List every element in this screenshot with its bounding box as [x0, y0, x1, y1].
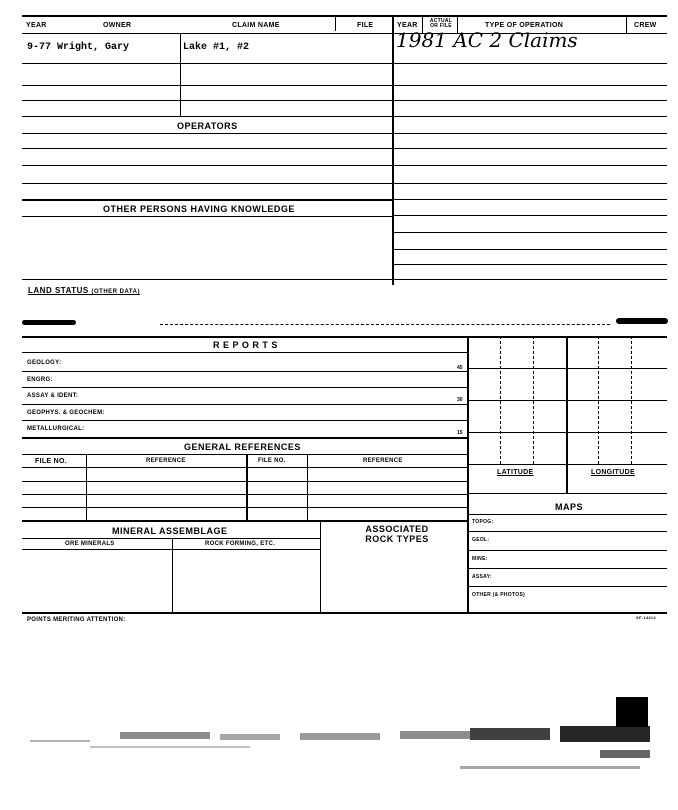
divider: [320, 520, 321, 612]
row-line: [467, 550, 667, 551]
reports-heading: R E P O R T S: [213, 340, 278, 350]
row-line: [22, 549, 320, 550]
row-line: [22, 279, 667, 280]
file-no-header: FILE NO.: [35, 458, 67, 465]
geol-label: GEOL:: [472, 537, 490, 543]
year-header: YEAR: [26, 22, 47, 29]
grid-line: [467, 400, 667, 401]
handwritten-entry: 1981 AC 2 Claims: [396, 28, 578, 52]
row-line: [22, 216, 392, 217]
owner-entry: 9-77 Wright, Gary: [27, 42, 130, 53]
row-line: [22, 165, 667, 166]
grid-line: [467, 493, 667, 494]
right-panel-divider: [467, 336, 469, 612]
row-line: [22, 404, 467, 405]
main-column-divider: [392, 15, 394, 285]
row-line: [22, 387, 467, 388]
geology-label: GEOLOGY:: [27, 360, 62, 366]
owner-claim-divider: [180, 33, 181, 116]
operators-heading: OPERATORS: [177, 121, 238, 131]
row-line: [467, 568, 667, 569]
scan-smudge: [616, 318, 668, 324]
row-line: [22, 63, 667, 64]
row-line: [22, 199, 392, 201]
grid-line: [467, 464, 667, 465]
row-line: [22, 371, 467, 372]
reports-top-border: [22, 336, 667, 338]
general-references-heading: GENERAL REFERENCES: [184, 442, 301, 452]
assay-number: 30: [457, 397, 463, 403]
metallurgical-number: 15: [457, 430, 463, 436]
crew-header: CREW: [634, 22, 657, 29]
row-line: [467, 514, 667, 515]
row-line: [467, 531, 667, 532]
row-line: [22, 183, 667, 184]
file-header: FILE: [357, 22, 374, 29]
scan-noise-band: [0, 690, 678, 780]
owner-header: OWNER: [103, 22, 132, 29]
type-of-operation-header: TYPE OF OPERATION: [485, 22, 564, 29]
row-line: [22, 494, 467, 495]
maps-heading: MAPS: [555, 502, 584, 512]
points-meriting-attention-label: POINTS MERITING ATTENTION:: [27, 617, 126, 623]
row-line: [22, 100, 667, 101]
row-line: [392, 215, 667, 216]
mine-label: MINE:: [472, 556, 488, 562]
row-line: [392, 232, 667, 233]
bottom-border: [22, 612, 667, 614]
claim-name-header: CLAIM NAME: [232, 22, 280, 29]
row-line: [22, 352, 467, 353]
grid-line: [467, 368, 667, 369]
scan-smudge: [22, 320, 76, 325]
other-persons-heading: OTHER PERSONS HAVING KNOWLEDGE: [103, 204, 295, 214]
divider: [172, 538, 173, 612]
form-number: SF-14412: [636, 615, 656, 620]
latitude-label: LATITUDE: [497, 469, 534, 476]
other-photos-label: OTHER (& PHOTOS): [472, 592, 526, 598]
assay-map-label: ASSAY:: [472, 574, 492, 580]
mineral-assemblage-heading: MINERAL ASSEMBLAGE: [112, 526, 228, 536]
associated-rock-types-heading: ASSOCIATED ROCK TYPES: [365, 524, 429, 544]
divider: [86, 454, 87, 520]
row-line: [22, 116, 667, 117]
row-line: [22, 481, 467, 482]
row-line: [22, 507, 467, 508]
row-line: [22, 437, 467, 439]
land-status-sub: (OTHER DATA): [91, 289, 140, 295]
row-line: [22, 420, 467, 421]
row-line: [22, 520, 467, 522]
row-line: [22, 454, 467, 455]
assay-ident-label: ASSAY & IDENT:: [27, 393, 79, 399]
divider: [335, 17, 336, 31]
divider: [307, 454, 308, 520]
grid-line: [467, 432, 667, 433]
engrg-label: ENGRG:: [27, 377, 53, 383]
dashed-line: [160, 324, 610, 325]
reference2-header: REFERENCE: [363, 458, 403, 464]
row-line: [392, 199, 667, 200]
divider: [246, 454, 248, 520]
divider: [626, 17, 627, 33]
actual-or-file-header: ACTUAL OR FILE: [429, 18, 453, 29]
land-status-label: LAND STATUS: [28, 286, 89, 295]
row-line: [22, 467, 467, 468]
row-line: [22, 133, 667, 134]
land-status-heading: [28, 286, 140, 295]
row-line: [392, 249, 667, 250]
claim-entry: Lake #1, #2: [183, 42, 250, 53]
row-line: [22, 148, 667, 149]
row-line: [467, 586, 667, 587]
row-line: [392, 264, 667, 265]
row-line: [22, 538, 320, 539]
ore-minerals-header: ORE MINERALS: [65, 541, 115, 547]
metallurgical-label: METALLURGICAL:: [27, 426, 85, 432]
year2-header: YEAR: [397, 22, 418, 29]
top-border: [22, 15, 667, 17]
rock-forming-header: ROCK FORMING, ETC.: [205, 541, 276, 547]
topog-label: TOPOG:: [472, 519, 494, 525]
geology-number: 45: [457, 365, 463, 371]
reference-header: REFERENCE: [146, 458, 186, 464]
row-line: [22, 85, 667, 86]
longitude-label: LONGITUDE: [591, 469, 635, 476]
geophys-label: GEOPHYS. & GEOCHEM:: [27, 410, 105, 416]
grid-line: [566, 336, 568, 493]
file-no2-header: FILE NO.: [258, 458, 286, 464]
